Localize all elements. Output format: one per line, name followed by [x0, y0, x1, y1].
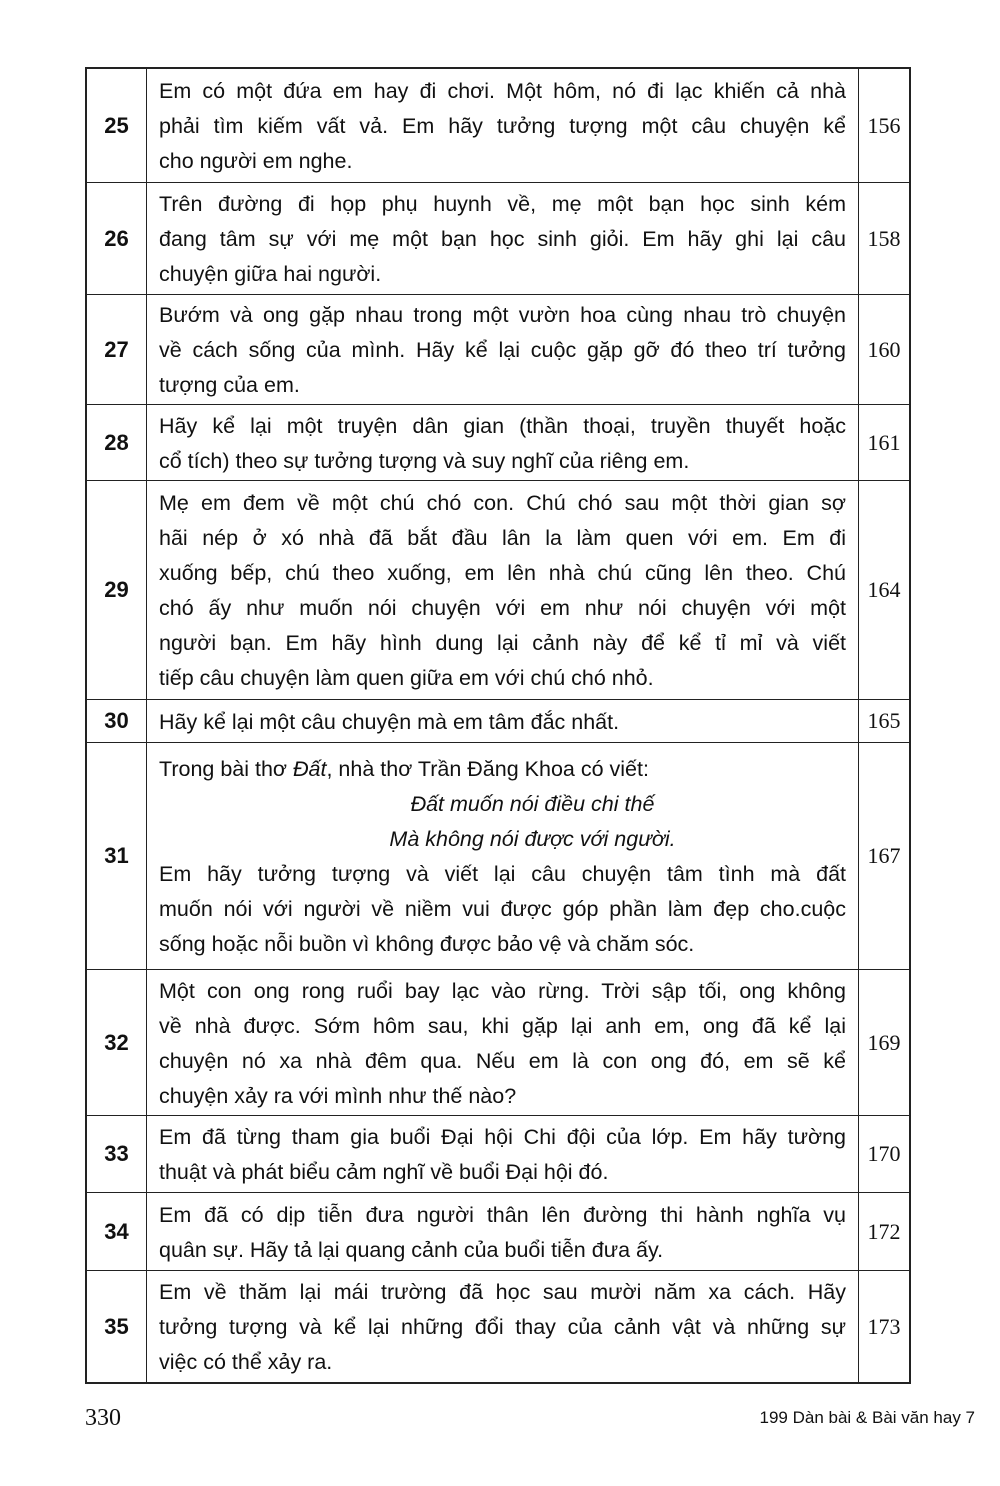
topic-number: 31 [87, 743, 147, 969]
topic-text [147, 1271, 859, 1382]
text-line: việc có thể xảy ra. [159, 1350, 333, 1374]
table-row [87, 69, 909, 182]
poem-line: Đất muốn nói điều chi thế [410, 792, 655, 816]
topic-number: 29 [87, 481, 147, 699]
text-line: đang tâm sự với mẹ một bạn học sinh giỏi. Em hãy ghi lại câu [159, 227, 846, 251]
page-reference: 158 [867, 225, 901, 251]
table-row [87, 1270, 909, 1382]
table-row [87, 969, 909, 1115]
intro-before: Trong bài thơ [159, 757, 294, 781]
table-row [87, 182, 909, 294]
text-line: Hãy kể lại một câu chuyện mà em tâm đắc nhất. [159, 709, 620, 734]
page-reference: 165 [867, 708, 901, 733]
text-line: chó ấy như muốn nói chuyện với em như nói chuyện với một [159, 596, 846, 620]
page-reference: 169 [867, 1029, 901, 1055]
topic-text [147, 700, 859, 742]
topic-text [147, 1116, 859, 1192]
text-line: cho người em nghe. [159, 149, 353, 173]
text-line: hãi nép ở xó nhà đã bắt đầu lân la làm quen với em. Em đi [159, 526, 846, 550]
text-line: Em hãy tưởng tượng và viết lại câu chuyện tâm tình mà đất [159, 862, 846, 886]
topic-number: 34 [87, 1193, 147, 1270]
text-line: Em đã từng tham gia buổi Đại hội Chi đội của lớp. Em hãy tường [159, 1125, 846, 1149]
intro-after: , nhà thơ Trần Đăng Khoa có viết: [326, 757, 649, 781]
text-line: tượng của em. [159, 373, 300, 397]
text-line: chuyện giữa hai người. [159, 262, 382, 286]
topic-text [147, 295, 859, 404]
text-line: về nhà được. Sớm hôm sau, khi gặp lại anh em, ong đã kể lại [159, 1013, 846, 1038]
page-reference: 164 [867, 577, 901, 602]
page-number: 330 [85, 1405, 121, 1431]
text-line: Em về thăm lại mái trường đã học sau mười năm xa cách. Hãy [159, 1280, 846, 1304]
topic-text [147, 405, 859, 480]
text-line: chuyện xảy ra với mình như thế nào? [159, 1083, 517, 1108]
text-line: Em đã có dịp tiễn đưa người thân lên đường thi hành nghĩa vụ [159, 1202, 846, 1227]
text-line: Hãy kể lại một truyện dân gian (thần thoại, truyền thuyết hoặc [159, 413, 846, 438]
intro-title: Đất [293, 757, 327, 781]
text-line: thuật và phát biểu cảm nghĩ về buổi Đại hội đó. [159, 1160, 609, 1184]
text-line: cổ tích) theo sự tưởng tượng và suy nghĩ của riêng em. [159, 448, 690, 473]
page-reference: 170 [867, 1141, 901, 1166]
topic-text [147, 743, 859, 969]
page-reference: 167 [867, 843, 901, 868]
topic-text [147, 183, 859, 294]
table-row [87, 699, 909, 742]
table-row [87, 404, 909, 480]
topic-number: 28 [87, 405, 147, 480]
page-reference: 156 [867, 112, 901, 138]
table-row [87, 1192, 909, 1270]
topic-table [85, 67, 911, 1384]
poem-line: Mà không nói được với người. [389, 827, 676, 851]
text-line: tưởng tượng và kể lại những đổi thay của cảnh vật và những sự [159, 1315, 846, 1339]
topic-number: 32 [87, 970, 147, 1115]
page-reference: 172 [867, 1218, 901, 1244]
text-line: phải tìm kiếm vất vả. Em hãy tưởng tượng một câu chuyện kể [159, 114, 846, 138]
text-line: tiếp câu chuyện làm quen giữa em với chú chó nhỏ. [159, 666, 654, 690]
topic-number: 26 [87, 183, 147, 294]
intro-line [159, 752, 846, 787]
text-line: Mẹ em đem về một chú chó con. Chú chó sau một thời gian sợ [159, 491, 846, 515]
text-line: muốn nói với người về niềm vui được góp phần làm đẹp cho.cuộc [159, 897, 846, 921]
topic-text [147, 970, 859, 1115]
topic-text [147, 481, 859, 699]
table-row [87, 742, 909, 969]
topic-number: 25 [87, 69, 147, 182]
text-line: quân sự. Hãy tả lại quang cảnh của buổi tiễn đưa ấy. [159, 1237, 664, 1262]
text-line: sống hoặc nỗi buồn vì không được bảo vệ và chăm sóc. [159, 932, 695, 956]
topic-text [147, 1193, 859, 1270]
page-reference: 160 [867, 336, 901, 362]
text-line: về cách sống của mình. Hãy kể lại cuộc gặp gỡ đó theo trí tưởng [159, 338, 846, 362]
topic-number: 27 [87, 295, 147, 404]
page-reference: 173 [867, 1313, 901, 1339]
text-line: Bướm và ong gặp nhau trong một vườn hoa cùng nhau trò chuyện [159, 303, 846, 327]
text-line: người bạn. Em hãy hình dung lại cảnh này để kể tỉ mỉ và viết [159, 631, 846, 655]
book-title: 199 Dàn bài & Bài văn hay 7 [759, 1408, 975, 1427]
text-line: chuyện nó xa nhà đêm qua. Nếu em là con ong đó, em sẽ kể [159, 1048, 846, 1073]
topic-number: 35 [87, 1271, 147, 1382]
table-row [87, 294, 909, 404]
text-line: Một con ong rong ruổi bay lạc vào rừng. Trời sập tối, ong không [159, 978, 846, 1003]
table-row [87, 480, 909, 699]
page-reference: 161 [867, 429, 901, 455]
topic-number: 30 [87, 700, 147, 742]
topic-text [147, 69, 859, 182]
text-line: Trên đường đi họp phụ huynh về, mẹ một bạn học sinh kém [159, 192, 846, 216]
topic-number: 33 [87, 1116, 147, 1192]
text-line: Em có một đứa em hay đi chơi. Một hôm, nó đi lạc khiến cả nhà [159, 79, 846, 103]
table-row [87, 1115, 909, 1192]
text-line: xuống bếp, chú theo xuống, em lên nhà chú cũng lên theo. Chú [159, 561, 846, 585]
